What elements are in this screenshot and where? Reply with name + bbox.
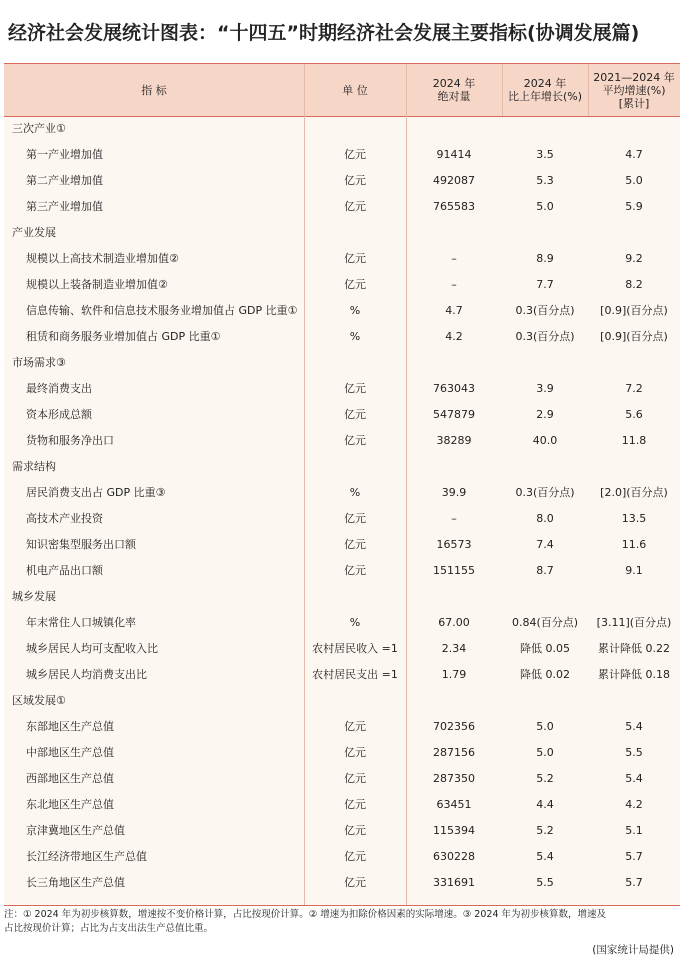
absolute-value-cell: –: [451, 278, 457, 291]
section-title: 区域发展①: [12, 694, 66, 707]
absolute-value-cell: 151155: [433, 564, 475, 577]
table-row: [4, 532, 680, 558]
table-row: [4, 142, 680, 168]
absolute-value-cell: 38289: [436, 434, 472, 447]
absolute-value-cell: 4.7: [445, 304, 463, 317]
growth-cell: 5.2: [536, 772, 554, 785]
indicator-name: 高技术产业投资: [26, 512, 103, 525]
table-header: [4, 64, 680, 117]
absolute-value-cell: 763043: [433, 382, 475, 395]
table-row: [4, 636, 680, 662]
table-row: [4, 168, 680, 194]
absolute-value-cell: 63451: [436, 798, 472, 811]
growth-cell: 降低 0.02: [520, 668, 570, 681]
cumulative-cell: 累计降低 0.18: [598, 668, 670, 681]
indicator-name: 最终消费支出: [26, 382, 92, 395]
table-row: [4, 194, 680, 220]
growth-cell: 8.7: [536, 564, 554, 577]
indicator-name: 中部地区生产总值: [26, 746, 114, 759]
header-cumulative-line3: [累计]: [618, 96, 650, 110]
section-row: [4, 454, 680, 480]
footnote-line2: 占比按现价计算；占比为占支出法生产总值比重。: [4, 923, 214, 934]
indicator-name: 城乡居民人均可支配收入比: [26, 642, 158, 655]
absolute-value-cell: 1.79: [441, 668, 467, 681]
header-growth-line2: 比上年增长(%): [507, 90, 583, 103]
cumulative-cell: 5.7: [625, 850, 643, 863]
section-row: [4, 584, 680, 610]
cumulative-cell: [3.11](百分点): [596, 616, 672, 629]
cumulative-cell: 11.8: [621, 434, 647, 447]
column-divider: [502, 64, 503, 116]
table-row: [4, 844, 680, 870]
header-indicator-label: 指 标: [141, 83, 167, 97]
indicator-name: 知识密集型服务出口额: [26, 538, 136, 551]
section-row: [4, 220, 680, 246]
header-growth: [502, 64, 588, 116]
unit-cell: 亿元: [344, 148, 366, 161]
growth-cell: 0.3(百分点): [515, 330, 575, 343]
section-title: 三次产业①: [12, 122, 66, 135]
indicator-name: 年末常住人口城镇化率: [26, 616, 136, 629]
growth-cell: 8.9: [536, 252, 554, 265]
indicator-name: 长江经济带地区生产总值: [26, 850, 147, 863]
header-growth-line1: 2024 年: [523, 77, 567, 90]
cumulative-cell: 13.5: [621, 512, 647, 525]
indicator-name: 京津冀地区生产总值: [26, 824, 125, 837]
cumulative-cell: 5.4: [625, 772, 643, 785]
section-row: [4, 116, 680, 142]
table-row: [4, 402, 680, 428]
unit-cell: 亿元: [344, 850, 366, 863]
indicator-name: 规模以上高技术制造业增加值②: [26, 252, 179, 265]
cumulative-cell: [0.9](百分点): [600, 304, 668, 317]
cumulative-cell: 5.6: [625, 408, 643, 421]
table-row: [4, 870, 680, 896]
source-credit: (国家统计局提供): [592, 944, 674, 956]
table-row: [4, 428, 680, 454]
cumulative-cell: 11.6: [621, 538, 647, 551]
unit-cell: 亿元: [344, 278, 366, 291]
unit-cell: 农村居民收入 =1: [312, 642, 398, 655]
section-title: 需求结构: [12, 460, 56, 473]
section-title: 城乡发展: [12, 590, 56, 603]
unit-cell: 亿元: [344, 408, 366, 421]
table-row: [4, 246, 680, 272]
absolute-value-cell: –: [451, 512, 457, 525]
indicator-name: 信息传输、软件和信息技术服务业增加值占 GDP 比重①: [26, 304, 298, 317]
header-unit-label: 单 位: [342, 83, 368, 97]
unit-cell: %: [349, 486, 361, 499]
growth-cell: 3.5: [536, 148, 554, 161]
table-row: [4, 480, 680, 506]
growth-cell: 7.4: [536, 538, 554, 551]
cumulative-cell: 8.2: [625, 278, 643, 291]
absolute-value-cell: 16573: [436, 538, 472, 551]
unit-cell: 亿元: [344, 174, 366, 187]
section-title: 产业发展: [12, 226, 56, 239]
unit-cell: 亿元: [344, 200, 366, 213]
growth-cell: 5.3: [536, 174, 554, 187]
indicator-name: 规模以上装备制造业增加值②: [26, 278, 168, 291]
cumulative-cell: 5.0: [625, 174, 643, 187]
growth-cell: 8.0: [536, 512, 554, 525]
table-row: [4, 376, 680, 402]
indicator-name: 东北地区生产总值: [26, 798, 114, 811]
growth-cell: 0.3(百分点): [515, 304, 575, 317]
header-absolute-line1: 2024 年: [432, 77, 476, 90]
unit-cell: 亿元: [344, 382, 366, 395]
header-cumulative: [588, 64, 680, 116]
absolute-value-cell: 630228: [433, 850, 475, 863]
section-row: [4, 350, 680, 376]
absolute-value-cell: –: [451, 252, 457, 265]
unit-cell: 亿元: [344, 772, 366, 785]
growth-cell: 5.5: [536, 876, 554, 889]
header-absolute: [406, 64, 502, 116]
indicator-name: 第二产业增加值: [26, 174, 103, 187]
table-row: [4, 818, 680, 844]
indicator-name: 城乡居民人均消费支出比: [26, 668, 147, 681]
table-row: [4, 272, 680, 298]
absolute-value-cell: 331691: [433, 876, 475, 889]
cumulative-cell: 5.9: [625, 200, 643, 213]
unit-cell: 亿元: [344, 798, 366, 811]
growth-cell: 5.2: [536, 824, 554, 837]
cumulative-cell: 9.2: [625, 252, 643, 265]
indicator-name: 租赁和商务服务业增加值占 GDP 比重①: [26, 330, 221, 343]
table-row: [4, 324, 680, 350]
column-divider: [588, 64, 589, 116]
cumulative-cell: 5.4: [625, 720, 643, 733]
table-row: [4, 714, 680, 740]
growth-cell: 5.0: [536, 746, 554, 759]
growth-cell: 5.0: [536, 720, 554, 733]
cumulative-cell: 5.1: [625, 824, 643, 837]
absolute-value-cell: 67.00: [438, 616, 470, 629]
absolute-value-cell: 4.2: [445, 330, 463, 343]
absolute-value-cell: 547879: [433, 408, 475, 421]
table-row: [4, 792, 680, 818]
cumulative-cell: 9.1: [625, 564, 643, 577]
cumulative-cell: [2.0](百分点): [600, 486, 668, 499]
unit-cell: 亿元: [344, 746, 366, 759]
absolute-value-cell: 115394: [433, 824, 475, 837]
header-cumulative-line2: 平均增速(%): [602, 83, 666, 97]
cumulative-cell: 4.2: [625, 798, 643, 811]
growth-cell: 40.0: [532, 434, 558, 447]
growth-cell: 3.9: [536, 382, 554, 395]
growth-cell: 2.9: [536, 408, 554, 421]
unit-cell: 亿元: [344, 252, 366, 265]
indicator-name: 西部地区生产总值: [26, 772, 114, 785]
absolute-value-cell: 287156: [433, 746, 475, 759]
table-row: [4, 558, 680, 584]
cumulative-cell: 5.7: [625, 876, 643, 889]
unit-cell: 亿元: [344, 512, 366, 525]
cumulative-cell: 4.7: [625, 148, 643, 161]
unit-cell: 亿元: [344, 876, 366, 889]
unit-cell: 亿元: [344, 564, 366, 577]
indicator-name: 资本形成总额: [26, 408, 92, 421]
indicator-name: 机电产品出口额: [26, 564, 103, 577]
footnote: [4, 908, 680, 936]
table-row: [4, 766, 680, 792]
absolute-value-cell: 91414: [436, 148, 472, 161]
absolute-value-cell: 492087: [433, 174, 475, 187]
growth-cell: 5.4: [536, 850, 554, 863]
growth-cell: 0.84(百分点): [511, 616, 579, 629]
unit-cell: 亿元: [344, 538, 366, 551]
growth-cell: 降低 0.05: [520, 642, 570, 655]
indicator-name: 居民消费支出占 GDP 比重③: [26, 486, 166, 499]
absolute-value-cell: 287350: [433, 772, 475, 785]
unit-cell: 农村居民支出 =1: [312, 668, 398, 681]
absolute-value-cell: 702356: [433, 720, 475, 733]
table-row: [4, 740, 680, 766]
header-cumulative-line1: 2021—2024 年: [593, 70, 675, 84]
table-row: [4, 298, 680, 324]
unit-cell: %: [349, 616, 361, 629]
cumulative-cell: 5.5: [625, 746, 643, 759]
header-indicator: [4, 64, 304, 116]
indicator-name: 东部地区生产总值: [26, 720, 114, 733]
indicator-name: 货物和服务净出口: [26, 434, 114, 447]
absolute-value-cell: 39.9: [441, 486, 467, 499]
cumulative-cell: 7.2: [625, 382, 643, 395]
unit-cell: 亿元: [344, 434, 366, 447]
growth-cell: 0.3(百分点): [515, 486, 575, 499]
unit-cell: %: [349, 330, 361, 343]
header-unit: [304, 64, 406, 116]
section-title: 市场需求③: [12, 356, 66, 369]
absolute-value-cell: 765583: [433, 200, 475, 213]
growth-cell: 5.0: [536, 200, 554, 213]
footnote-line1: 注：① 2024 年为初步核算数，增速按不变价格计算，占比按现价计算。② 增速为扣除价格因素的实际增速。③ 2024 年为初步核算数，增速及: [4, 909, 607, 920]
indicator-name: 长三角地区生产总值: [26, 876, 125, 889]
unit-cell: %: [349, 304, 361, 317]
cumulative-cell: [0.9](百分点): [600, 330, 668, 343]
table-row: [4, 610, 680, 636]
growth-cell: 7.7: [536, 278, 554, 291]
unit-cell: 亿元: [344, 824, 366, 837]
cumulative-cell: 累计降低 0.22: [598, 642, 670, 655]
indicator-name: 第一产业增加值: [26, 148, 103, 161]
growth-cell: 4.4: [536, 798, 554, 811]
section-row: [4, 688, 680, 714]
table-row: [4, 662, 680, 688]
table-row: [4, 506, 680, 532]
absolute-value-cell: 2.34: [441, 642, 467, 655]
unit-cell: 亿元: [344, 720, 366, 733]
page-title: 经济社会发展统计图表：“十四五”时期经济社会发展主要指标(协调发展篇): [8, 22, 640, 44]
header-absolute-line2: 绝对量: [437, 90, 471, 103]
indicator-table: [4, 63, 680, 906]
indicator-name: 第三产业增加值: [26, 200, 103, 213]
